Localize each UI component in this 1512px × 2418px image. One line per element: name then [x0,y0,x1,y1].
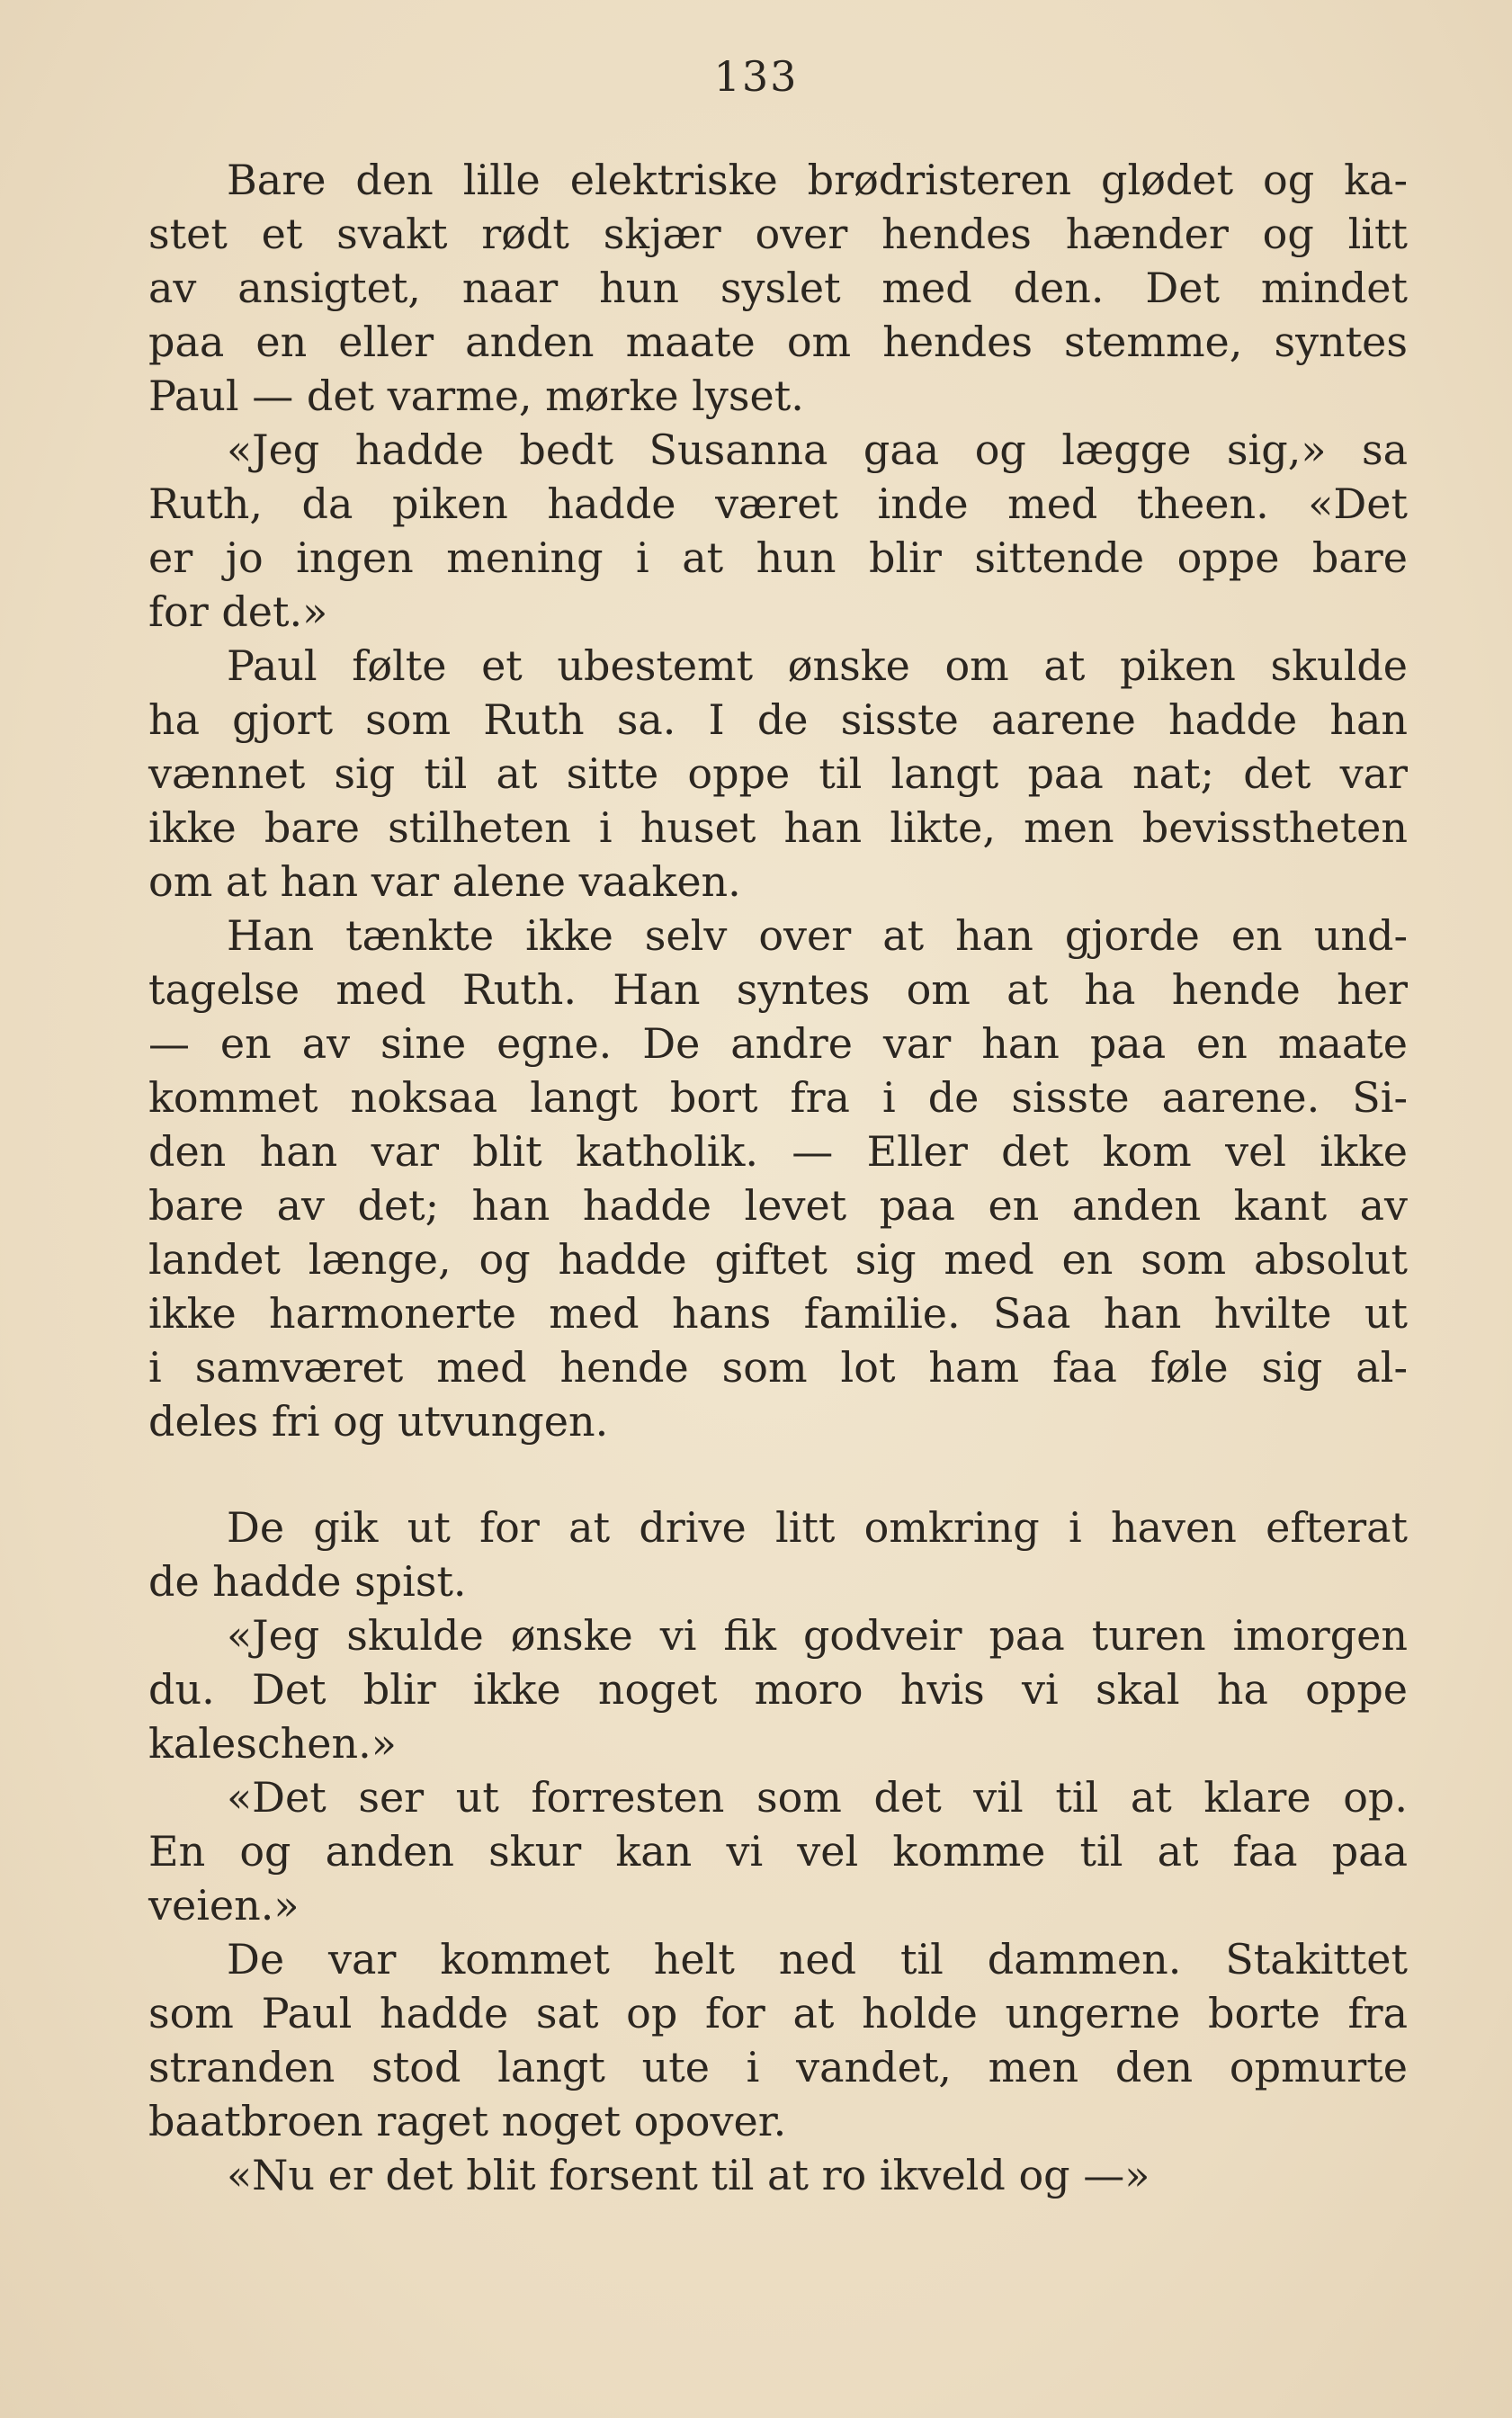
text-line: stet et svakt rødt skjær over hendes hænder og litt [148,210,1408,258]
text-line: er jo ingen mening i at hun blir sittende oppe bare [148,533,1408,582]
page-number: 133 [713,52,799,101]
text-line: Ruth, da piken hadde været inde med theen. «Det [148,479,1408,528]
text-line: «Jeg hadde bedt Susanna gaa og lægge sig,» sa [227,425,1408,474]
text-line: ha gjort som Ruth sa. I de sisste aarene hadde han [148,695,1408,744]
text-line: De gik ut for at drive litt omkring i haven efterat [227,1503,1408,1552]
text-line: Paul — det varme, mørke lyset. [148,372,804,420]
text-line: En og anden skur kan vi vel komme til at faa paa [148,1827,1408,1876]
text-line: baatbroen raget noget opover. [148,2097,787,2145]
text-line: kommet noksaa langt bort fra i de sisste aarene. Si- [148,1073,1408,1122]
text-line: tagelse med Ruth. Han syntes om at ha hende her [148,965,1408,1014]
text-line: — en av sine egne. De andre var han paa en maate [148,1019,1408,1068]
text-line: som Paul hadde sat op for at holde ungerne borte fra [148,1989,1408,2037]
text-line: ikke harmonerte med hans familie. Saa han hvilte ut [148,1289,1408,1338]
text-line: de hadde spist. [148,1557,467,1606]
text-line: «Nu er det blit forsent til at ro ikveld og —» [227,2151,1150,2199]
text-line: kaleschen.» [148,1719,397,1768]
text-line: De var kommet helt ned til dammen. Stakittet [227,1935,1408,1984]
text-line: stranden stod langt ute i vandet, men den opmurte [148,2043,1408,2091]
text-line: av ansigtet, naar hun syslet med den. Det mindet [148,264,1408,312]
text-line: deles fri og utvungen. [148,1397,609,1446]
text-section-1 [148,153,1408,1448]
text-line: Han tænkte ikke selv over at han gjorde en und- [227,911,1408,960]
text-line: «Det ser ut forresten som det vil til at klare op. [227,1773,1408,1822]
text-line: i samværet med hende som lot ham faa føle sig al- [148,1343,1408,1392]
text-section-2 [148,1500,1408,2202]
text-line: bare av det; han hadde levet paa en anden kant av [148,1181,1408,1230]
text-line: den han var blit katholik. — Eller det kom vel ikke [148,1127,1408,1176]
text-line: ikke bare stilheten i huset han likte, men bevisstheten [148,803,1408,852]
text-line: Paul følte et ubestemt ønske om at piken skulde [227,641,1408,690]
text-line: du. Det blir ikke noget moro hvis vi skal ha oppe [148,1665,1408,1714]
text-line: vænnet sig til at sitte oppe til langt paa nat; det var [148,749,1408,798]
text-line: om at han var alene vaaken. [148,857,741,906]
text-line: veien.» [148,1881,300,1930]
text-line: landet længe, og hadde giftet sig med en som absolut [148,1235,1408,1284]
text-line: paa en eller anden maate om hendes stemme, syntes [148,318,1408,366]
text-line: «Jeg skulde ønske vi fik godveir paa turen imorgen [227,1611,1408,1660]
text-line: for det.» [148,587,328,636]
text-line: Bare den lille elektriske brødristeren glødet og ka- [227,156,1408,204]
